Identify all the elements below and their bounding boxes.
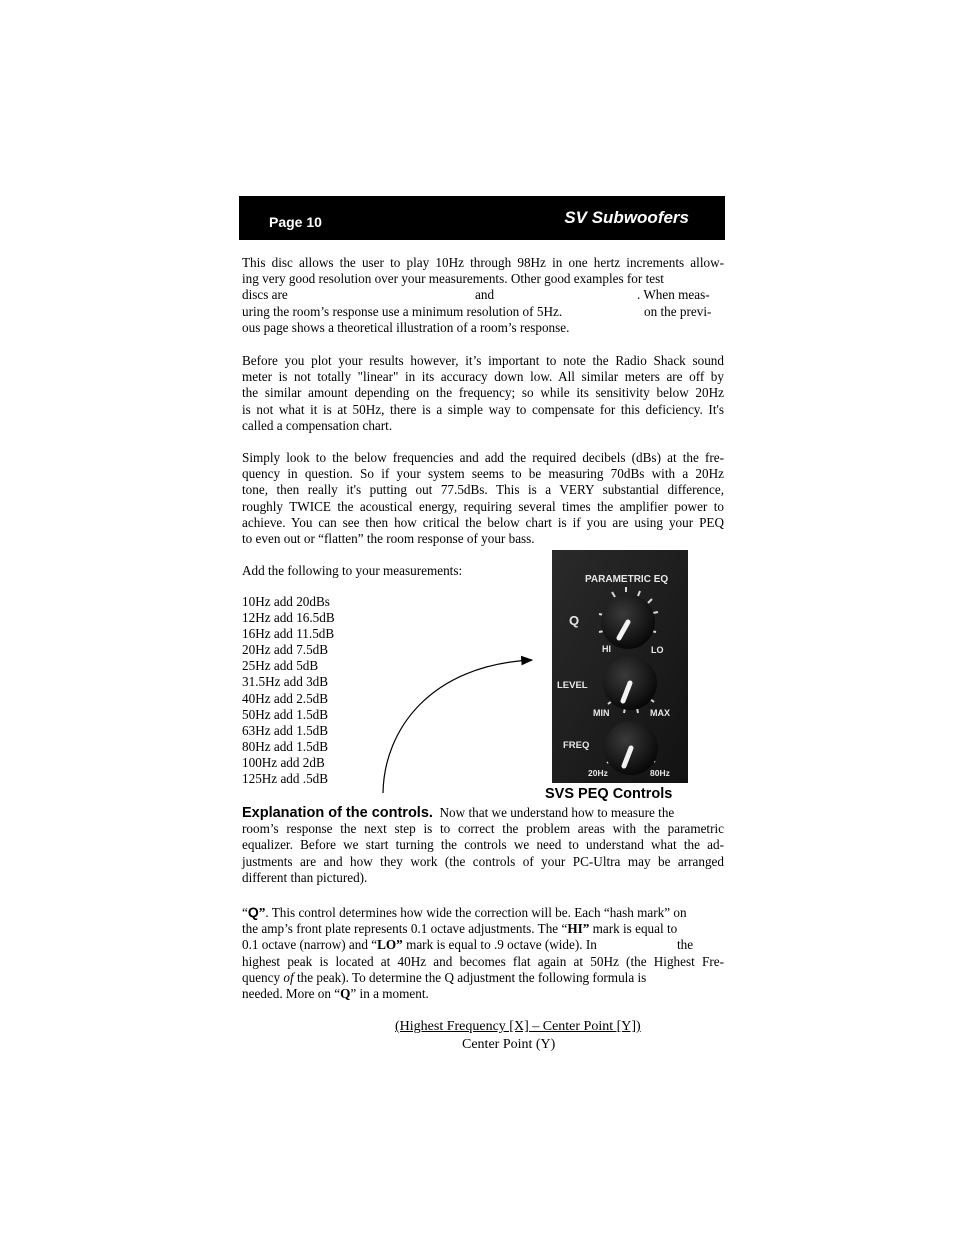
peq-title-label: PARAMETRIC EQ <box>585 574 669 585</box>
list-item: 80Hz add 1.5dB <box>242 738 329 754</box>
list-item: 100Hz add 2dB <box>242 754 325 770</box>
level-label: LEVEL <box>557 680 588 691</box>
freq-high-label: 80Hz <box>650 768 670 778</box>
hi-label: HI <box>602 644 611 654</box>
q-term: Q <box>247 904 259 920</box>
header-title: SV Subwoofers <box>564 208 689 227</box>
paragraph-compensation: Simply look to the below frequencies and add the required decibels (dBs) at the fre- quency in question. So if your system seems to be measuring 70dBs with a 20Hz tone, then really it's putting out 77.5dBs. This is a VERY substantial difference, roughly TWICE the acoustical energy, requiring several times the amplifier power to achieve. You can see then how critical the below chart is if you are using your PEQ to even out or “flatten” the room response of your bass. <box>242 450 724 547</box>
freq-low-label: 20Hz <box>588 768 608 778</box>
paragraph-explanation: Explanation of the controls. Now that we understand how to measure the room’s response the next step is to correct the problem areas with the parametric equalizer. Before we start turning the controls we need to understand what the ad- justments are and how they work (the controls of your PC-Ultra may be arranged different than pictured). <box>242 805 724 885</box>
peq-controls-photo <box>552 550 688 783</box>
list-item: 40Hz add 2.5dB <box>242 690 329 706</box>
compensation-list <box>242 594 335 787</box>
list-item: 31.5Hz add 3dB <box>242 674 329 690</box>
list-item: 20Hz add 7.5dB <box>242 642 329 658</box>
freq-label: FREQ <box>563 740 590 751</box>
list-item: 16Hz add 11.5dB <box>242 626 335 642</box>
list-item: 125Hz add .5dB <box>242 771 329 787</box>
lo-label: LO <box>651 645 664 655</box>
list-item: 50Hz add 1.5dB <box>242 706 329 722</box>
list-intro: Add the following to your measurements: <box>242 563 463 578</box>
list-item: 10Hz add 20dBs <box>242 594 330 609</box>
paragraph-meter: Before you plot your results however, it’s important to note the Radio Shack sound meter is not totally "linear" in its accuracy down low. All similar meters are off by the similar amount depending on the frequency; so while its sensitivity below 20Hz is not what it is at 50Hz, there is a simple way to compensate for this deficiency. It's called a compensation chart. <box>242 353 724 433</box>
formula-denominator: Center Point (Y) <box>462 1037 556 1052</box>
section-heading: Explanation of the controls. <box>242 805 433 821</box>
q-label: Q <box>569 613 580 628</box>
min-label: MIN <box>593 708 610 718</box>
list-item: 63Hz add 1.5dB <box>242 722 329 738</box>
list-item: 25Hz add 5dB <box>242 658 319 674</box>
formula-numerator: (Highest Frequency [X] – Center Point [Y]) <box>395 1019 641 1034</box>
paragraph-disc: This disc allows the user to play 10Hz through 98Hz in one hertz increments allow- ing very good resolution over your measurements. Other good examples for test discs are and . When meas- uring the room’s response use a minimum resolution of 5Hz. on the previ- ous page shows a theoretical illustration of a room’s response. <box>242 255 724 335</box>
list-item: 12Hz add 16.5dB <box>242 610 335 626</box>
paragraph-q-control: “Q”. This control determines how wide the correction will be. Each “hash mark” on the amp’s front plate represents 0.1 octave adjustments. The “HI” mark is equal to 0.1 octave (narrow) and “LO” mark is equal to .9 octave (wide). In the highest peak is located at 40Hz and becomes flat again at 50Hz (the Highest Fre- quency of the peak). To determine the Q adjustment the following formula is needed. More on “Q” in a moment. <box>242 904 724 1002</box>
max-label: MAX <box>650 708 670 718</box>
page-number: Page 10 <box>269 214 322 230</box>
pointer-arrow <box>370 650 550 800</box>
photo-caption: SVS PEQ Controls <box>545 786 673 802</box>
page-header <box>239 196 725 240</box>
